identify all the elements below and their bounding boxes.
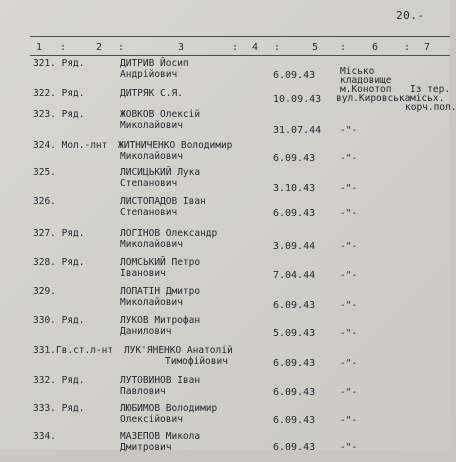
death-date: 6.09.43 [273, 208, 316, 219]
death-date: 6.09.43 [273, 387, 316, 398]
col-sep: : [404, 42, 411, 53]
header-top-rule [30, 36, 450, 37]
surname-name: ДИТРЯК С.Я. [120, 88, 183, 99]
death-date: 6.09.43 [273, 442, 316, 453]
patronymic: Андрійович [120, 69, 178, 80]
page-number: 20.- [396, 9, 425, 22]
table-row [0, 168, 450, 198]
table-row [0, 404, 450, 434]
patronymic: Павлович [120, 386, 166, 397]
burial-place: -"- [340, 387, 358, 398]
patronymic: Миколайович [120, 239, 183, 250]
death-date: 7.04.44 [273, 270, 316, 281]
table-row [0, 287, 450, 317]
death-date: 3.09.44 [273, 241, 316, 252]
burial-place: -"- [340, 300, 358, 311]
surname-name: ЖОВКОВ Олексій [120, 109, 201, 120]
entry-number-rank: 331.Гв.ст.л-нт [33, 345, 114, 356]
burial-place: -"- [340, 415, 358, 426]
patronymic: Іванович [120, 268, 166, 279]
entry-number-rank: 330. Ряд. [33, 315, 85, 326]
patronymic: Миколайович [120, 120, 183, 131]
entry-number-rank: 328. Ряд. [33, 257, 85, 268]
surname-name: МАЗЕПОВ Микола [120, 431, 201, 442]
entry-number-rank: 324. Мол.-лнт [33, 140, 108, 151]
table-row [0, 110, 450, 140]
table-row [0, 316, 450, 346]
surname-name: ЛУКОВ Митрофан [120, 315, 201, 326]
surname-name: ЛУК'ЯНЕНКО Анатолій [124, 345, 233, 356]
entry-number-rank: 332. Ряд. [33, 375, 85, 386]
entry-number-rank: 333. Ряд. [33, 403, 85, 414]
burial-place: -"- [340, 153, 358, 164]
surname-name: ЛОПАТІН Дмитро [120, 286, 201, 297]
column-header [0, 42, 450, 54]
col-header-2: 2 [96, 42, 103, 53]
note: Із тер. [410, 84, 451, 95]
patronymic: Миколайович [120, 151, 183, 162]
table-row [0, 346, 450, 376]
entry-number-rank: 327. Ряд. [33, 228, 85, 239]
death-date: 6.09.43 [273, 70, 316, 81]
surname-name: ЛИСТОПАДОВ Іван [120, 196, 206, 207]
header-bottom-rule [30, 55, 450, 56]
entry-number-rank: 322. Ряд. [33, 88, 85, 99]
death-date: 6.09.43 [273, 153, 316, 164]
entry-number-rank: 323. Ряд. [33, 109, 85, 120]
patronymic: Дмитрович [120, 442, 172, 453]
entry-number-rank: 326. [33, 196, 56, 207]
table-row [0, 376, 450, 406]
entry-number-rank: 325. [33, 167, 56, 178]
burial-place: -"- [340, 270, 358, 281]
table-row [0, 258, 450, 288]
death-date: 6.09.43 [273, 300, 316, 311]
patronymic: Миколайович [120, 297, 183, 308]
entry-number-rank: 321. Ряд. [33, 58, 85, 69]
death-date: 6.09.43 [273, 415, 316, 426]
col-sep: : [340, 42, 347, 53]
patronymic: Тимофійович [165, 356, 228, 367]
table-row [0, 197, 450, 227]
death-date: 10.09.43 [273, 94, 322, 105]
burial-place: -"- [340, 442, 358, 453]
burial-place: -"- [340, 125, 358, 136]
death-date: 31.07.44 [273, 125, 322, 136]
death-date: 5.09.43 [273, 328, 316, 339]
entry-number-rank: 334. [33, 431, 56, 442]
patronymic: Степанович [120, 207, 178, 218]
table-row [0, 229, 450, 259]
col-sep: : [274, 42, 281, 53]
burial-place: -"- [340, 241, 358, 252]
col-header-7: 7 [424, 42, 431, 53]
note: корч.пол. [405, 102, 456, 113]
burial-place: кладовище [340, 75, 392, 86]
col-sep: : [118, 42, 125, 53]
burial-place: -"- [340, 328, 358, 339]
surname-name: ЛОГІНОВ Олександр [120, 228, 218, 239]
table-row [0, 432, 450, 462]
burial-place: вул.Кировська [336, 93, 411, 104]
surname-name: ЛУТОВИНОВ Іван [120, 375, 201, 386]
col-header-4: 4 [252, 42, 259, 53]
col-header-3: 3 [178, 42, 185, 53]
table-row [0, 141, 450, 171]
note: місьх. [410, 93, 445, 104]
patronymic: Степанович [120, 178, 178, 189]
col-header-1: 1 [36, 42, 43, 53]
entry-number-rank: 329. [33, 286, 56, 297]
burial-place: -"- [340, 208, 358, 219]
burial-place: Місько [340, 66, 375, 77]
burial-place: -"- [340, 183, 358, 194]
col-header-5: 5 [312, 42, 319, 53]
surname-name: ЛИСИЦЬКИЙ Лука [120, 167, 201, 178]
surname-name: ЛЮБИМОВ Володимир [120, 403, 218, 414]
col-sep: : [60, 42, 67, 53]
patronymic: Данилович [120, 326, 172, 337]
surname-name: ДИТРИВ Йосип [120, 58, 189, 69]
death-date: 6.09.43 [273, 358, 316, 369]
death-date: 3.10.43 [273, 183, 316, 194]
col-sep: : [232, 42, 239, 53]
surname-name: ЖИТНИЧЕНКО Володимир [118, 140, 233, 151]
burial-place: м.Конотоп [340, 84, 392, 95]
patronymic: Олексійович [120, 414, 183, 425]
surname-name: ЛОМСЬКИЙ Петро [120, 257, 201, 268]
col-header-6: 6 [372, 42, 379, 53]
burial-place: -"- [340, 358, 358, 369]
